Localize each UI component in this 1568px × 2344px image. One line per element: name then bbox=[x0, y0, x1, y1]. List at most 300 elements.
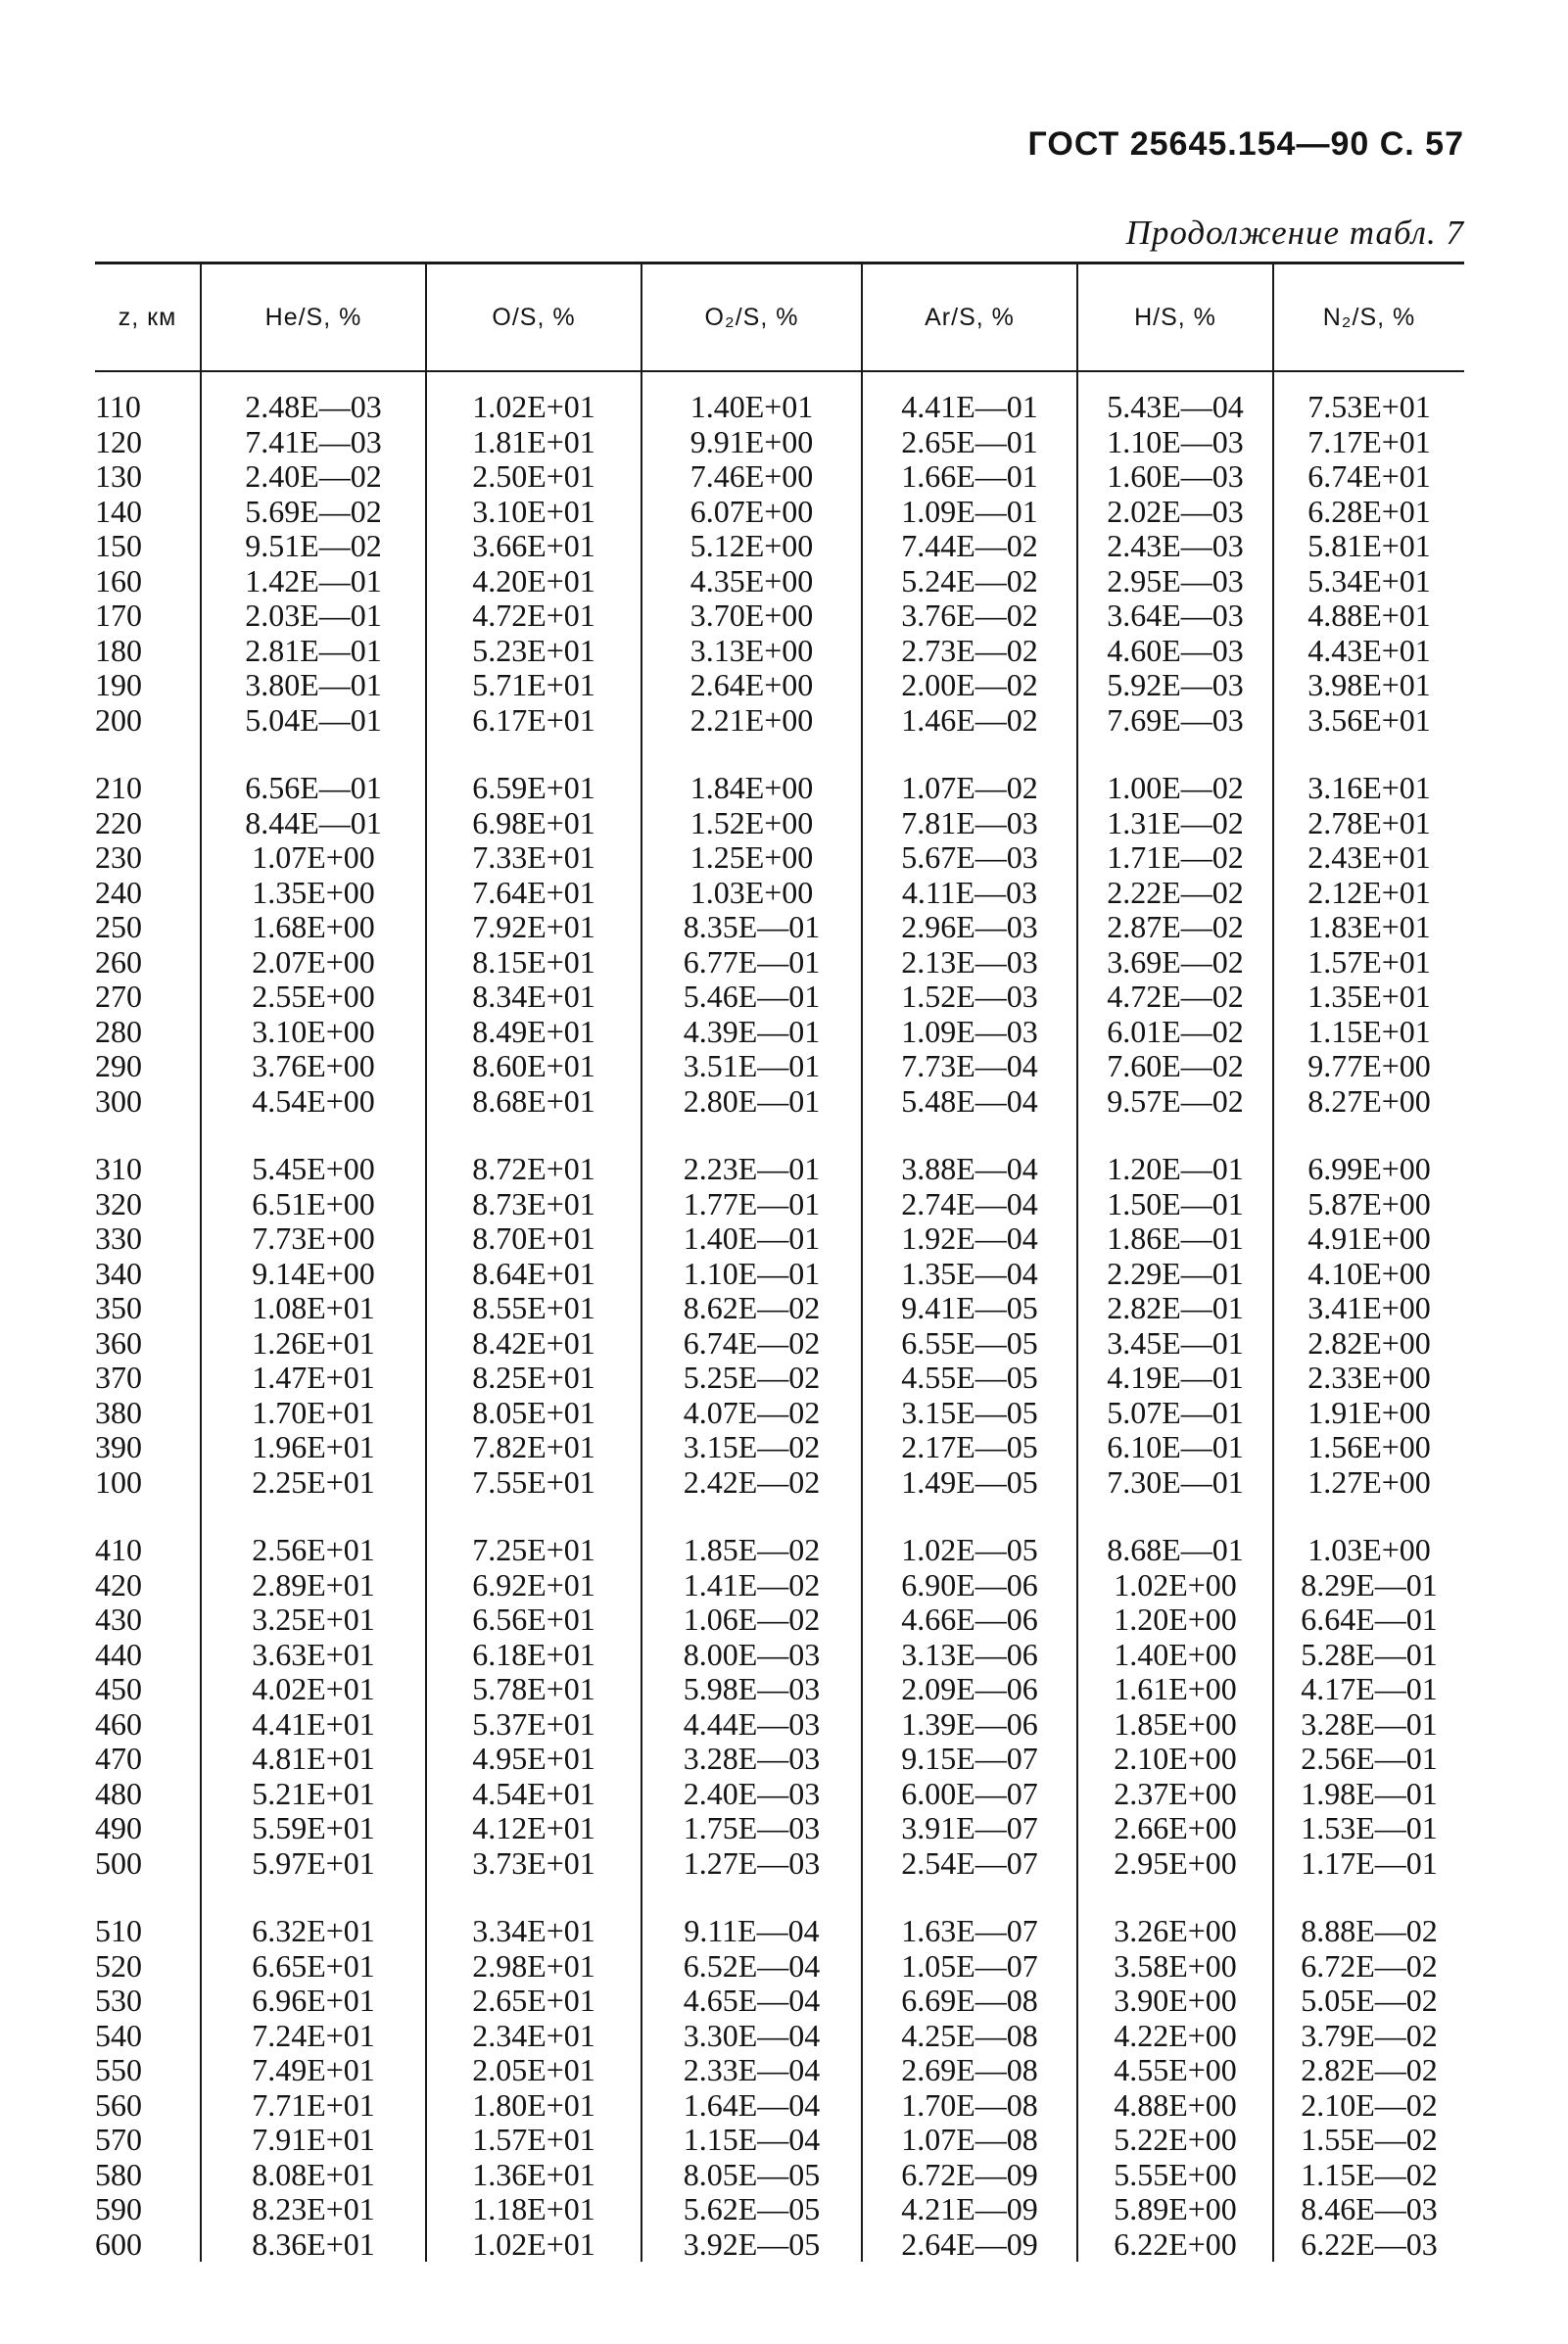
table-row bbox=[95, 390, 1464, 425]
group-separator bbox=[95, 1881, 1464, 1914]
table-row bbox=[95, 1846, 1464, 1882]
he-cell: 1.26E+01 bbox=[201, 1326, 426, 1362]
table-row bbox=[95, 634, 1464, 669]
o-cell: 1.02E+01 bbox=[426, 2227, 641, 2263]
o-cell: 5.37E+01 bbox=[426, 1707, 641, 1743]
table-row bbox=[95, 1811, 1464, 1846]
o-cell: 6.59E+01 bbox=[426, 771, 641, 806]
n2-cell: 8.27E+00 bbox=[1273, 1084, 1464, 1120]
table-row bbox=[95, 1361, 1464, 1396]
column-header-o: O/S, % bbox=[426, 263, 641, 372]
h-cell: 3.58E+00 bbox=[1077, 1949, 1273, 1985]
table-row bbox=[95, 2192, 1464, 2227]
o-cell: 1.57E+01 bbox=[426, 2123, 641, 2158]
table-row bbox=[95, 564, 1464, 599]
separator-cell bbox=[95, 738, 201, 771]
he-cell: 7.24E+01 bbox=[201, 2019, 426, 2054]
o-cell: 6.17E+01 bbox=[426, 703, 641, 739]
ar-cell: 9.41E—05 bbox=[862, 1291, 1077, 1326]
altitude-cell: 200 bbox=[95, 701, 142, 738]
spacer-cell bbox=[641, 371, 862, 390]
he-cell: 1.35E+00 bbox=[201, 876, 426, 911]
o2-cell: 3.28E—03 bbox=[641, 1742, 862, 1777]
h-cell: 2.37E+00 bbox=[1077, 1777, 1273, 1812]
ar-cell: 1.05E—07 bbox=[862, 1949, 1077, 1985]
o-cell: 2.50E+01 bbox=[426, 459, 641, 495]
o-cell: 1.80E+01 bbox=[426, 2088, 641, 2124]
o2-cell: 9.11E—04 bbox=[641, 1914, 862, 1949]
group-separator bbox=[95, 738, 1464, 771]
table-row bbox=[95, 840, 1464, 876]
h-cell: 6.22E+00 bbox=[1077, 2227, 1273, 2263]
table-row bbox=[95, 425, 1464, 460]
separator-cell bbox=[1273, 1119, 1464, 1152]
he-cell: 4.81E+01 bbox=[201, 1742, 426, 1777]
he-cell: 7.71E+01 bbox=[201, 2088, 426, 2124]
h-cell: 4.22E+00 bbox=[1077, 2019, 1273, 2054]
o-cell: 6.92E+01 bbox=[426, 1568, 641, 1603]
table-row bbox=[95, 1707, 1464, 1743]
altitude-cell: 260 bbox=[95, 943, 142, 980]
ar-cell: 1.52E—03 bbox=[862, 980, 1077, 1015]
table-row bbox=[95, 1984, 1464, 2019]
o2-cell: 1.84E+00 bbox=[641, 771, 862, 806]
o-cell: 8.68E+01 bbox=[426, 1084, 641, 1120]
table-row bbox=[95, 1638, 1464, 1673]
o-cell: 3.10E+01 bbox=[426, 495, 641, 530]
o2-cell: 1.25E+00 bbox=[641, 840, 862, 876]
altitude-cell: 480 bbox=[95, 1775, 142, 1811]
n2-cell: 1.03E+00 bbox=[1273, 1533, 1464, 1568]
n2-cell: 2.43E+01 bbox=[1273, 840, 1464, 876]
o2-cell: 5.62E—05 bbox=[641, 2192, 862, 2227]
h-cell: 4.88E+00 bbox=[1077, 2088, 1273, 2124]
ar-cell: 4.55E—05 bbox=[862, 1361, 1077, 1396]
altitude-cell: 140 bbox=[95, 493, 142, 529]
o2-cell: 1.40E+01 bbox=[641, 390, 862, 425]
separator-cell bbox=[641, 1881, 862, 1914]
o-cell: 7.64E+01 bbox=[426, 876, 641, 911]
o2-cell: 5.25E—02 bbox=[641, 1361, 862, 1396]
o2-cell: 1.03E+00 bbox=[641, 876, 862, 911]
he-cell: 5.97E+01 bbox=[201, 1846, 426, 1882]
table-row bbox=[95, 1152, 1464, 1187]
o2-cell: 6.77E—01 bbox=[641, 945, 862, 981]
o-cell: 8.49E+01 bbox=[426, 1015, 641, 1050]
table-caption: Продолжение табл. 7 bbox=[1125, 214, 1464, 252]
table-row bbox=[95, 1533, 1464, 1568]
o-cell: 5.23E+01 bbox=[426, 634, 641, 669]
h-cell: 1.31E—02 bbox=[1077, 806, 1273, 841]
altitude-cell: 420 bbox=[95, 1566, 142, 1603]
column-header-n2: N₂/S, % bbox=[1273, 263, 1464, 372]
ar-cell: 3.91E—07 bbox=[862, 1811, 1077, 1846]
ar-cell: 2.00E—02 bbox=[862, 668, 1077, 703]
o-cell: 8.64E+01 bbox=[426, 1257, 641, 1292]
n2-cell: 1.17E—01 bbox=[1273, 1846, 1464, 1882]
he-cell: 2.56E+01 bbox=[201, 1533, 426, 1568]
h-cell: 2.43E—03 bbox=[1077, 529, 1273, 564]
ar-cell: 2.65E—01 bbox=[862, 425, 1077, 460]
table-row bbox=[95, 2227, 1464, 2263]
h-cell: 3.26E+00 bbox=[1077, 1914, 1273, 1949]
altitude-cell: 150 bbox=[95, 528, 142, 563]
n2-cell: 2.82E—02 bbox=[1273, 2053, 1464, 2088]
ar-cell: 2.64E—09 bbox=[862, 2227, 1077, 2263]
o2-cell: 8.35E—01 bbox=[641, 910, 862, 945]
n2-cell: 5.87E+00 bbox=[1273, 1187, 1464, 1222]
he-cell: 8.36E+01 bbox=[201, 2227, 426, 2263]
n2-cell: 3.41E+00 bbox=[1273, 1291, 1464, 1326]
o-cell: 3.66E+01 bbox=[426, 529, 641, 564]
o-cell: 7.33E+01 bbox=[426, 840, 641, 876]
o-cell: 1.02E+01 bbox=[426, 390, 641, 425]
he-cell: 1.96E+01 bbox=[201, 1430, 426, 1465]
altitude-cell: 600 bbox=[95, 2225, 142, 2262]
o2-cell: 9.91E+00 bbox=[641, 425, 862, 460]
he-cell: 1.68E+00 bbox=[201, 910, 426, 945]
ar-cell: 1.02E—05 bbox=[862, 1533, 1077, 1568]
h-cell: 1.50E—01 bbox=[1077, 1187, 1273, 1222]
o2-cell: 5.12E+00 bbox=[641, 529, 862, 564]
table-row bbox=[95, 668, 1464, 703]
column-header-ar: Ar/S, % bbox=[862, 263, 1077, 372]
table-header bbox=[95, 263, 1464, 372]
h-cell: 1.71E—02 bbox=[1077, 840, 1273, 876]
o-cell: 8.70E+01 bbox=[426, 1221, 641, 1257]
table-row bbox=[95, 1291, 1464, 1326]
o2-cell: 1.27E—03 bbox=[641, 1846, 862, 1882]
separator-cell bbox=[1077, 738, 1273, 771]
h-cell: 4.55E+00 bbox=[1077, 2053, 1273, 2088]
ar-cell: 1.09E—01 bbox=[862, 495, 1077, 530]
table-row bbox=[95, 2019, 1464, 2054]
o-cell: 2.65E+01 bbox=[426, 1984, 641, 2019]
n2-cell: 6.74E+01 bbox=[1273, 459, 1464, 495]
h-cell: 1.61E+00 bbox=[1077, 1672, 1273, 1707]
altitude-cell: 310 bbox=[95, 1151, 142, 1186]
altitude-cell: 460 bbox=[95, 1705, 142, 1742]
altitude-cell: 110 bbox=[95, 389, 141, 424]
altitude-cell: 590 bbox=[95, 2191, 142, 2226]
he-cell: 9.14E+00 bbox=[201, 1257, 426, 1292]
he-cell: 4.41E+01 bbox=[201, 1707, 426, 1743]
spacer-cell bbox=[201, 371, 426, 390]
table-row bbox=[95, 2088, 1464, 2124]
he-cell: 2.89E+01 bbox=[201, 1568, 426, 1603]
spacer-cell bbox=[1273, 371, 1464, 390]
o2-cell: 1.52E+00 bbox=[641, 806, 862, 841]
ar-cell: 6.90E—06 bbox=[862, 1568, 1077, 1603]
o2-cell: 5.98E—03 bbox=[641, 1672, 862, 1707]
altitude-cell: 390 bbox=[95, 1429, 142, 1464]
he-cell: 2.48E—03 bbox=[201, 390, 426, 425]
altitude-cell: 380 bbox=[95, 1394, 142, 1430]
altitude-cell: 450 bbox=[95, 1671, 142, 1706]
he-cell: 7.49E+01 bbox=[201, 2053, 426, 2088]
altitude-cell: 230 bbox=[95, 839, 142, 875]
ar-cell: 2.96E—03 bbox=[862, 910, 1077, 945]
he-cell: 6.56E—01 bbox=[201, 771, 426, 806]
o2-cell: 8.62E—02 bbox=[641, 1291, 862, 1326]
o2-cell: 3.13E+00 bbox=[641, 634, 862, 669]
altitude-cell: 160 bbox=[95, 562, 142, 598]
o2-cell: 2.33E—04 bbox=[641, 2053, 862, 2088]
ar-cell: 4.25E—08 bbox=[862, 2019, 1077, 2054]
h-cell: 4.19E—01 bbox=[1077, 1361, 1273, 1396]
separator-cell bbox=[201, 1500, 426, 1533]
column-header-he: He/S, % bbox=[201, 263, 426, 372]
ar-cell: 6.72E—09 bbox=[862, 2158, 1077, 2193]
ar-cell: 5.48E—04 bbox=[862, 1084, 1077, 1120]
table-row bbox=[95, 876, 1464, 911]
o-cell: 2.98E+01 bbox=[426, 1949, 641, 1985]
table-row bbox=[95, 980, 1464, 1015]
separator-cell bbox=[201, 1881, 426, 1914]
table-body bbox=[95, 371, 1464, 2262]
h-cell: 2.10E+00 bbox=[1077, 1742, 1273, 1777]
column-header-o2: O₂/S, % bbox=[641, 263, 862, 372]
h-cell: 5.55E+00 bbox=[1077, 2158, 1273, 2193]
separator-cell bbox=[1077, 1500, 1273, 1533]
ar-cell: 1.09E—03 bbox=[862, 1015, 1077, 1050]
table-row bbox=[95, 459, 1464, 495]
he-cell: 3.80E—01 bbox=[201, 668, 426, 703]
o-cell: 1.18E+01 bbox=[426, 2192, 641, 2227]
altitude-cell: 510 bbox=[95, 1913, 142, 1948]
o-cell: 8.05E+01 bbox=[426, 1396, 641, 1431]
separator-cell bbox=[641, 1119, 862, 1152]
h-cell: 1.20E—01 bbox=[1077, 1152, 1273, 1187]
separator-cell bbox=[426, 738, 641, 771]
ar-cell: 3.76E—02 bbox=[862, 598, 1077, 634]
table-row bbox=[95, 1015, 1464, 1050]
h-cell: 2.29E—01 bbox=[1077, 1257, 1273, 1292]
o-cell: 6.98E+01 bbox=[426, 806, 641, 841]
o-cell: 4.54E+01 bbox=[426, 1777, 641, 1812]
o2-cell: 2.23E—01 bbox=[641, 1152, 862, 1187]
o2-cell: 1.64E—04 bbox=[641, 2088, 862, 2124]
h-cell: 1.85E+00 bbox=[1077, 1707, 1273, 1743]
o2-cell: 4.65E—04 bbox=[641, 1984, 862, 2019]
n2-cell: 9.77E+00 bbox=[1273, 1049, 1464, 1084]
ar-cell: 2.54E—07 bbox=[862, 1846, 1077, 1882]
o2-cell: 6.74E—02 bbox=[641, 1326, 862, 1362]
separator-cell bbox=[862, 738, 1077, 771]
he-cell: 4.02E+01 bbox=[201, 1672, 426, 1707]
ar-cell: 4.41E—01 bbox=[862, 390, 1077, 425]
table-row bbox=[95, 910, 1464, 945]
separator-cell bbox=[201, 1119, 426, 1152]
he-cell: 9.51E—02 bbox=[201, 529, 426, 564]
h-cell: 6.01E—02 bbox=[1077, 1015, 1273, 1050]
separator-cell bbox=[1273, 1881, 1464, 1914]
table-row bbox=[95, 2158, 1464, 2193]
he-cell: 5.04E—01 bbox=[201, 703, 426, 739]
h-cell: 5.22E+00 bbox=[1077, 2123, 1273, 2158]
separator-cell bbox=[426, 1500, 641, 1533]
table-row bbox=[95, 529, 1464, 564]
group-separator bbox=[95, 1119, 1464, 1152]
table-row bbox=[95, 495, 1464, 530]
altitude-cell: 180 bbox=[95, 632, 142, 668]
separator-cell bbox=[426, 1881, 641, 1914]
altitude-cell: 560 bbox=[95, 2086, 142, 2123]
ar-cell: 4.21E—09 bbox=[862, 2192, 1077, 2227]
o-cell: 8.15E+01 bbox=[426, 945, 641, 981]
o2-cell: 3.30E—04 bbox=[641, 2019, 862, 2054]
he-cell: 7.41E—03 bbox=[201, 425, 426, 460]
table-row bbox=[95, 1084, 1464, 1120]
o-cell: 8.42E+01 bbox=[426, 1326, 641, 1362]
table-row bbox=[95, 1257, 1464, 1292]
o2-cell: 2.42E—02 bbox=[641, 1465, 862, 1501]
ar-cell: 2.74E—04 bbox=[862, 1187, 1077, 1222]
n2-cell: 7.53E+01 bbox=[1273, 390, 1464, 425]
n2-cell: 1.55E—02 bbox=[1273, 2123, 1464, 2158]
o-cell: 7.25E+01 bbox=[426, 1533, 641, 1568]
o2-cell: 1.40E—01 bbox=[641, 1221, 862, 1257]
ar-cell: 3.88E—04 bbox=[862, 1152, 1077, 1187]
altitude-cell: 550 bbox=[95, 2052, 142, 2087]
altitude-cell: 470 bbox=[95, 1741, 142, 1776]
h-cell: 5.43E—04 bbox=[1077, 390, 1273, 425]
he-cell: 8.44E—01 bbox=[201, 806, 426, 841]
n2-cell: 1.27E+00 bbox=[1273, 1465, 1464, 1501]
group-separator bbox=[95, 1500, 1464, 1533]
h-cell: 1.86E—01 bbox=[1077, 1221, 1273, 1257]
table-row bbox=[95, 1568, 1464, 1603]
table-row bbox=[95, 2053, 1464, 2088]
n2-cell: 1.56E+00 bbox=[1273, 1430, 1464, 1465]
he-cell: 7.73E+00 bbox=[201, 1221, 426, 1257]
table-row bbox=[95, 1742, 1464, 1777]
altitude-cell: 120 bbox=[95, 423, 142, 459]
altitude-cell: 570 bbox=[95, 2122, 142, 2157]
altitude-cell: 250 bbox=[95, 909, 142, 944]
n2-cell: 3.98E+01 bbox=[1273, 668, 1464, 703]
n2-cell: 4.10E+00 bbox=[1273, 1257, 1464, 1292]
o2-cell: 3.92E—05 bbox=[641, 2227, 862, 2263]
table-row bbox=[95, 1949, 1464, 1985]
altitude-cell: 270 bbox=[95, 979, 142, 1014]
n2-cell: 2.56E—01 bbox=[1273, 1742, 1464, 1777]
o2-cell: 8.05E—05 bbox=[641, 2158, 862, 2193]
ar-cell: 7.44E—02 bbox=[862, 529, 1077, 564]
n2-cell: 6.64E—01 bbox=[1273, 1603, 1464, 1638]
n2-cell: 4.17E—01 bbox=[1273, 1672, 1464, 1707]
he-cell: 4.54E+00 bbox=[201, 1084, 426, 1120]
altitude-cell: 530 bbox=[95, 1983, 142, 2018]
column-header-h: H/S, % bbox=[1077, 263, 1273, 372]
h-cell: 2.95E+00 bbox=[1077, 1846, 1273, 1882]
h-cell: 1.60E—03 bbox=[1077, 459, 1273, 495]
table-row bbox=[95, 1187, 1464, 1222]
he-cell: 2.25E+01 bbox=[201, 1465, 426, 1501]
n2-cell: 4.88E+01 bbox=[1273, 598, 1464, 634]
h-cell: 1.40E+00 bbox=[1077, 1638, 1273, 1673]
h-cell: 5.89E+00 bbox=[1077, 2192, 1273, 2227]
ar-cell: 3.13E—06 bbox=[862, 1638, 1077, 1673]
ar-cell: 1.46E—02 bbox=[862, 703, 1077, 739]
table-row bbox=[95, 1396, 1464, 1431]
o2-cell: 1.41E—02 bbox=[641, 1568, 862, 1603]
altitude-cell: 360 bbox=[95, 1324, 142, 1361]
o-cell: 4.12E+01 bbox=[426, 1811, 641, 1846]
o2-cell: 4.44E—03 bbox=[641, 1707, 862, 1743]
o2-cell: 1.06E—02 bbox=[641, 1603, 862, 1638]
o2-cell: 3.15E—02 bbox=[641, 1430, 862, 1465]
he-cell: 2.03E—01 bbox=[201, 598, 426, 634]
h-cell: 9.57E—02 bbox=[1077, 1084, 1273, 1120]
ar-cell: 1.63E—07 bbox=[862, 1914, 1077, 1949]
o2-cell: 1.77E—01 bbox=[641, 1187, 862, 1222]
h-cell: 2.66E+00 bbox=[1077, 1811, 1273, 1846]
he-cell: 2.07E+00 bbox=[201, 945, 426, 981]
n2-cell: 1.15E—02 bbox=[1273, 2158, 1464, 2193]
n2-cell: 5.81E+01 bbox=[1273, 529, 1464, 564]
altitude-cell: 540 bbox=[95, 2017, 142, 2053]
h-cell: 2.02E—03 bbox=[1077, 495, 1273, 530]
table-row bbox=[95, 1049, 1464, 1084]
table-row bbox=[95, 1914, 1464, 1949]
n2-cell: 2.78E+01 bbox=[1273, 806, 1464, 841]
ar-cell: 2.13E—03 bbox=[862, 945, 1077, 981]
he-cell: 2.40E—02 bbox=[201, 459, 426, 495]
ar-cell: 7.81E—03 bbox=[862, 806, 1077, 841]
n2-cell: 2.12E+01 bbox=[1273, 876, 1464, 911]
o2-cell: 2.64E+00 bbox=[641, 668, 862, 703]
n2-cell: 7.17E+01 bbox=[1273, 425, 1464, 460]
o-cell: 8.25E+01 bbox=[426, 1361, 641, 1396]
h-cell: 2.95E—03 bbox=[1077, 564, 1273, 599]
n2-cell: 3.56E+01 bbox=[1273, 703, 1464, 739]
o2-cell: 2.80E—01 bbox=[641, 1084, 862, 1120]
ar-cell: 2.69E—08 bbox=[862, 2053, 1077, 2088]
ar-cell: 2.73E—02 bbox=[862, 634, 1077, 669]
n2-cell: 1.53E—01 bbox=[1273, 1811, 1464, 1846]
h-cell: 3.45E—01 bbox=[1077, 1326, 1273, 1362]
n2-cell: 1.91E+00 bbox=[1273, 1396, 1464, 1431]
he-cell: 8.08E+01 bbox=[201, 2158, 426, 2193]
altitude-cell: 330 bbox=[95, 1220, 142, 1256]
o2-cell: 4.39E—01 bbox=[641, 1015, 862, 1050]
altitude-cell: 490 bbox=[95, 1810, 142, 1845]
n2-cell: 1.15E+01 bbox=[1273, 1015, 1464, 1050]
ar-cell: 6.55E—05 bbox=[862, 1326, 1077, 1362]
separator-cell bbox=[95, 1881, 201, 1914]
separator-cell bbox=[1077, 1881, 1273, 1914]
n2-cell: 6.28E+01 bbox=[1273, 495, 1464, 530]
n2-cell: 2.33E+00 bbox=[1273, 1361, 1464, 1396]
table-row bbox=[95, 598, 1464, 634]
table-row bbox=[95, 2123, 1464, 2158]
n2-cell: 8.46E—03 bbox=[1273, 2192, 1464, 2227]
o-cell: 8.72E+01 bbox=[426, 1152, 641, 1187]
ar-cell: 1.39E—06 bbox=[862, 1707, 1077, 1743]
altitude-cell: 100 bbox=[95, 1463, 142, 1500]
he-cell: 5.69E—02 bbox=[201, 495, 426, 530]
altitude-cell: 190 bbox=[95, 667, 142, 702]
h-cell: 2.82E—01 bbox=[1077, 1291, 1273, 1326]
n2-cell: 3.16E+01 bbox=[1273, 771, 1464, 806]
o2-cell: 1.10E—01 bbox=[641, 1257, 862, 1292]
he-cell: 6.32E+01 bbox=[201, 1914, 426, 1949]
table-row bbox=[95, 1777, 1464, 1812]
he-cell: 3.25E+01 bbox=[201, 1603, 426, 1638]
o-cell: 2.05E+01 bbox=[426, 2053, 641, 2088]
ar-cell: 1.07E—02 bbox=[862, 771, 1077, 806]
